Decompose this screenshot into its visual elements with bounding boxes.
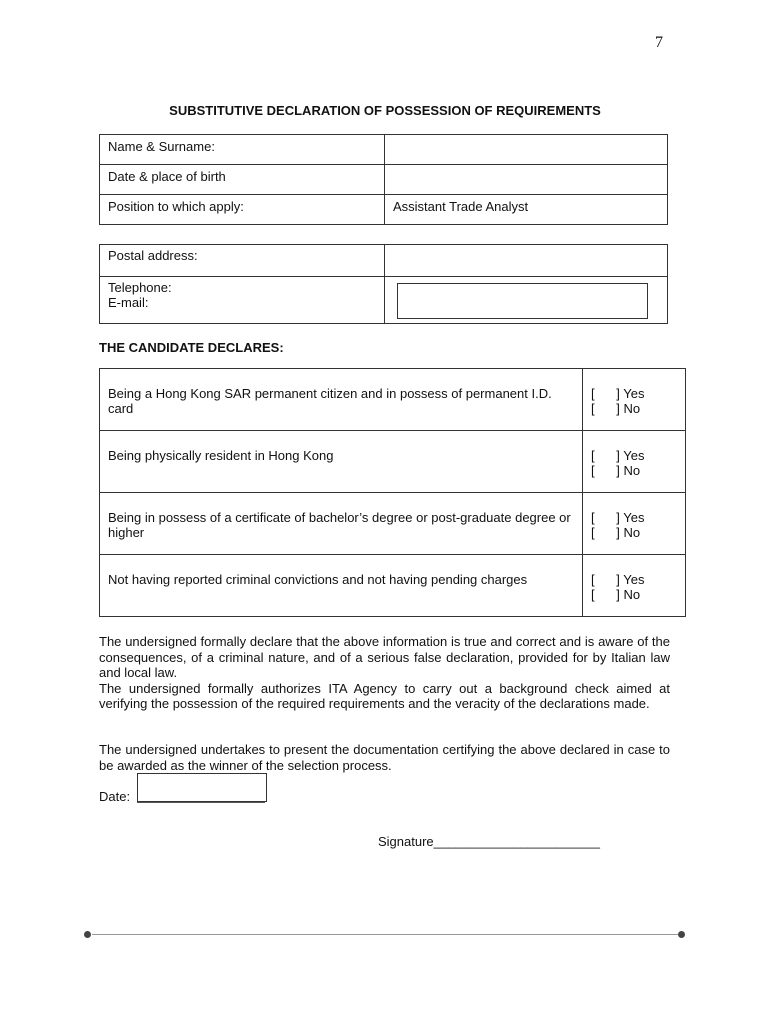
declaration-text: Being in possess of a certificate of bachelor’s degree or post-graduate degree or higher <box>100 493 583 555</box>
declares-heading: THE CANDIDATE DECLARES: <box>99 340 284 355</box>
name-surname-field[interactable] <box>385 135 668 165</box>
yes-checkbox[interactable]: [ ] Yes <box>591 510 645 525</box>
footer-dot-left <box>84 931 91 938</box>
position-field[interactable]: Assistant Trade Analyst <box>385 195 668 225</box>
telephone-label: Telephone: <box>108 280 172 295</box>
footer-divider <box>92 934 678 935</box>
undertaking-paragraph: The undersigned undertakes to present the documentation certifying the above declared in case to be awarded as the winner of the selection process. <box>99 742 670 773</box>
no-checkbox[interactable]: [ ] No <box>591 463 641 478</box>
postal-address-label: Postal address: <box>100 245 385 277</box>
declaration-options <box>583 369 686 431</box>
page-number: 7 <box>655 34 663 51</box>
contact-info-table <box>99 244 668 324</box>
table-row <box>100 195 668 225</box>
signature-line: Signature_______________________ <box>378 834 600 849</box>
table-row <box>100 245 668 277</box>
paragraph-consequences: The undersigned formally declare that the above information is true and correct and is aware of the consequences, of a criminal nature, and of a serious false declaration, provided for by Italian law and local law. <box>99 634 670 680</box>
declaration-text: Being a Hong Kong SAR permanent citizen and in possess of permanent I.D. card <box>100 369 583 431</box>
declaration-options <box>583 555 686 617</box>
declaration-options <box>583 431 686 493</box>
telephone-email-cell <box>385 277 668 324</box>
table-row <box>100 165 668 195</box>
date-input[interactable] <box>137 773 267 802</box>
personal-info-table <box>99 134 668 225</box>
position-label: Position to which apply: <box>100 195 385 225</box>
table-row <box>100 431 686 493</box>
no-checkbox[interactable]: [ ] No <box>591 525 641 540</box>
declarations-table <box>99 368 686 617</box>
page-title: SUBSTITUTIVE DECLARATION OF POSSESSION OF REQUIREMENTS <box>169 103 601 118</box>
declaration-text: Not having reported criminal convictions and not having pending charges <box>100 555 583 617</box>
birth-field[interactable] <box>385 165 668 195</box>
email-label: E-mail: <box>108 295 149 310</box>
yes-checkbox[interactable]: [ ] Yes <box>591 448 645 463</box>
footer-dot-right <box>678 931 685 938</box>
telephone-email-labels <box>100 277 385 324</box>
table-row <box>100 135 668 165</box>
paragraph-authorization: The undersigned formally authorizes ITA Agency to carry out a background check aimed at verifying the possession of the required requirements and the veracity of the declarations made. <box>99 680 670 711</box>
postal-address-field[interactable] <box>385 245 668 277</box>
date-underline <box>137 802 265 803</box>
declaration-paragraph <box>99 634 670 712</box>
email-input[interactable] <box>397 283 648 319</box>
yes-checkbox[interactable]: [ ] Yes <box>591 572 645 587</box>
table-row <box>100 493 686 555</box>
declaration-options <box>583 493 686 555</box>
table-row <box>100 555 686 617</box>
no-checkbox[interactable]: [ ] No <box>591 587 641 602</box>
yes-checkbox[interactable]: [ ] Yes <box>591 386 645 401</box>
declaration-text: Being physically resident in Hong Kong <box>100 431 583 493</box>
date-label: Date: <box>99 789 131 804</box>
birth-label: Date & place of birth <box>100 165 385 195</box>
table-row <box>100 369 686 431</box>
table-row <box>100 277 668 324</box>
name-surname-label: Name & Surname: <box>100 135 385 165</box>
no-checkbox[interactable]: [ ] No <box>591 401 641 416</box>
